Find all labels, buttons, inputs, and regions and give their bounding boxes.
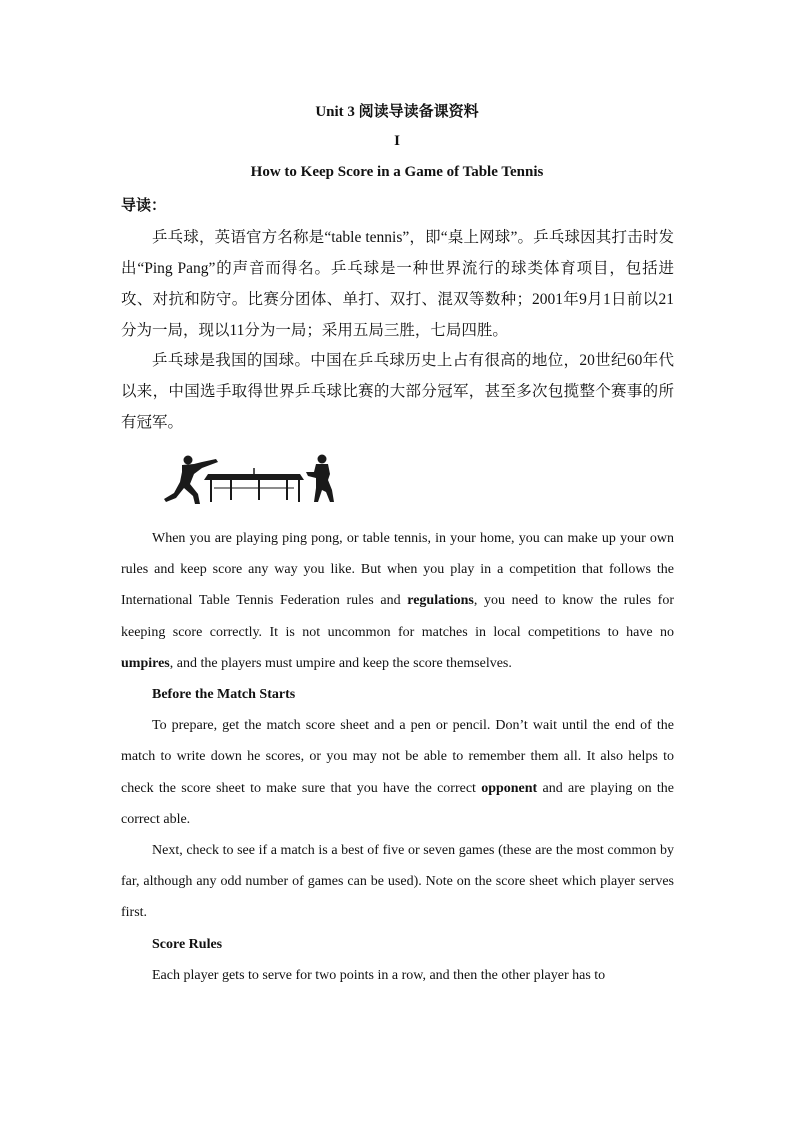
table-tennis-illustration: [158, 450, 338, 508]
paragraph-1: [121, 523, 674, 679]
intro-paragraph-2: 乒乓球是我国的国球。中国在乒乓球历史上占有很高的地位，20世纪60年代以来，中国选手取得世界乒乓球比赛的大部分冠军，甚至多次包揽整个赛事的所有冠军。: [121, 352, 674, 431]
section-number: I: [394, 133, 400, 149]
intro-paragraph-1: 乒乓球，英语官方名称是“table tennis”，即“桌上网球”。乒乓球因其打击时发出“Ping Pang”的声音而得名。乒乓球是一种世界流行的球类体育项目，包括进攻、对抗和防守。比赛分团体、单打、双打、混双等数种；2001年9月1日前以21分为一局，现以11分为一局；采用五局三胜，七局四胜。: [121, 229, 674, 339]
vocab-regulations: regulations: [407, 593, 474, 609]
article-body: [121, 523, 674, 991]
p1-text-a: When you are playing ping pong, or table tennis, in your home, you can make up your own rules and keep score any way you like. But when you play in a competition that follows the International Table Tennis Federation rules and: [121, 531, 674, 609]
heading-before-match: Before the Match Starts: [152, 687, 296, 703]
p2-text-b: and are playing on the correct able.: [121, 780, 674, 827]
intro-label: 导读：: [121, 198, 167, 214]
p1-text-c: , and the players must umpire and keep the score themselves.: [169, 655, 512, 671]
document-title: Unit 3 阅读导读备课资料: [315, 104, 479, 120]
p1-text-b: , you need to know the rules for keeping score correctly. It is not uncommon for matches in local competitions to have no: [121, 593, 674, 640]
vocab-opponent: opponent: [481, 780, 538, 796]
paragraph-2: [121, 710, 674, 835]
article-title: How to Keep Score in a Game of Table Tennis: [250, 164, 544, 180]
heading-score-rules: Score Rules: [152, 936, 223, 952]
vocab-umpires: umpires: [121, 655, 170, 671]
intro-section: [121, 222, 674, 346]
paragraph-4: Each player gets to serve for two points in a row, and then the other player has to: [152, 967, 606, 983]
intro-section-2: [121, 345, 674, 438]
p2-text-a: To prepare, get the match score sheet and a pen or pencil. Don’t wait until the end of the match to write down he scores, or you may not be able to remember them all. It also helps to check the score sheet to make sure that you have the correct: [121, 718, 674, 796]
paragraph-3: Next, check to see if a match is a best of five or seven games (these are the most common by far, although any odd number of games can be used). Note on the score sheet which player serves first.: [121, 843, 674, 921]
